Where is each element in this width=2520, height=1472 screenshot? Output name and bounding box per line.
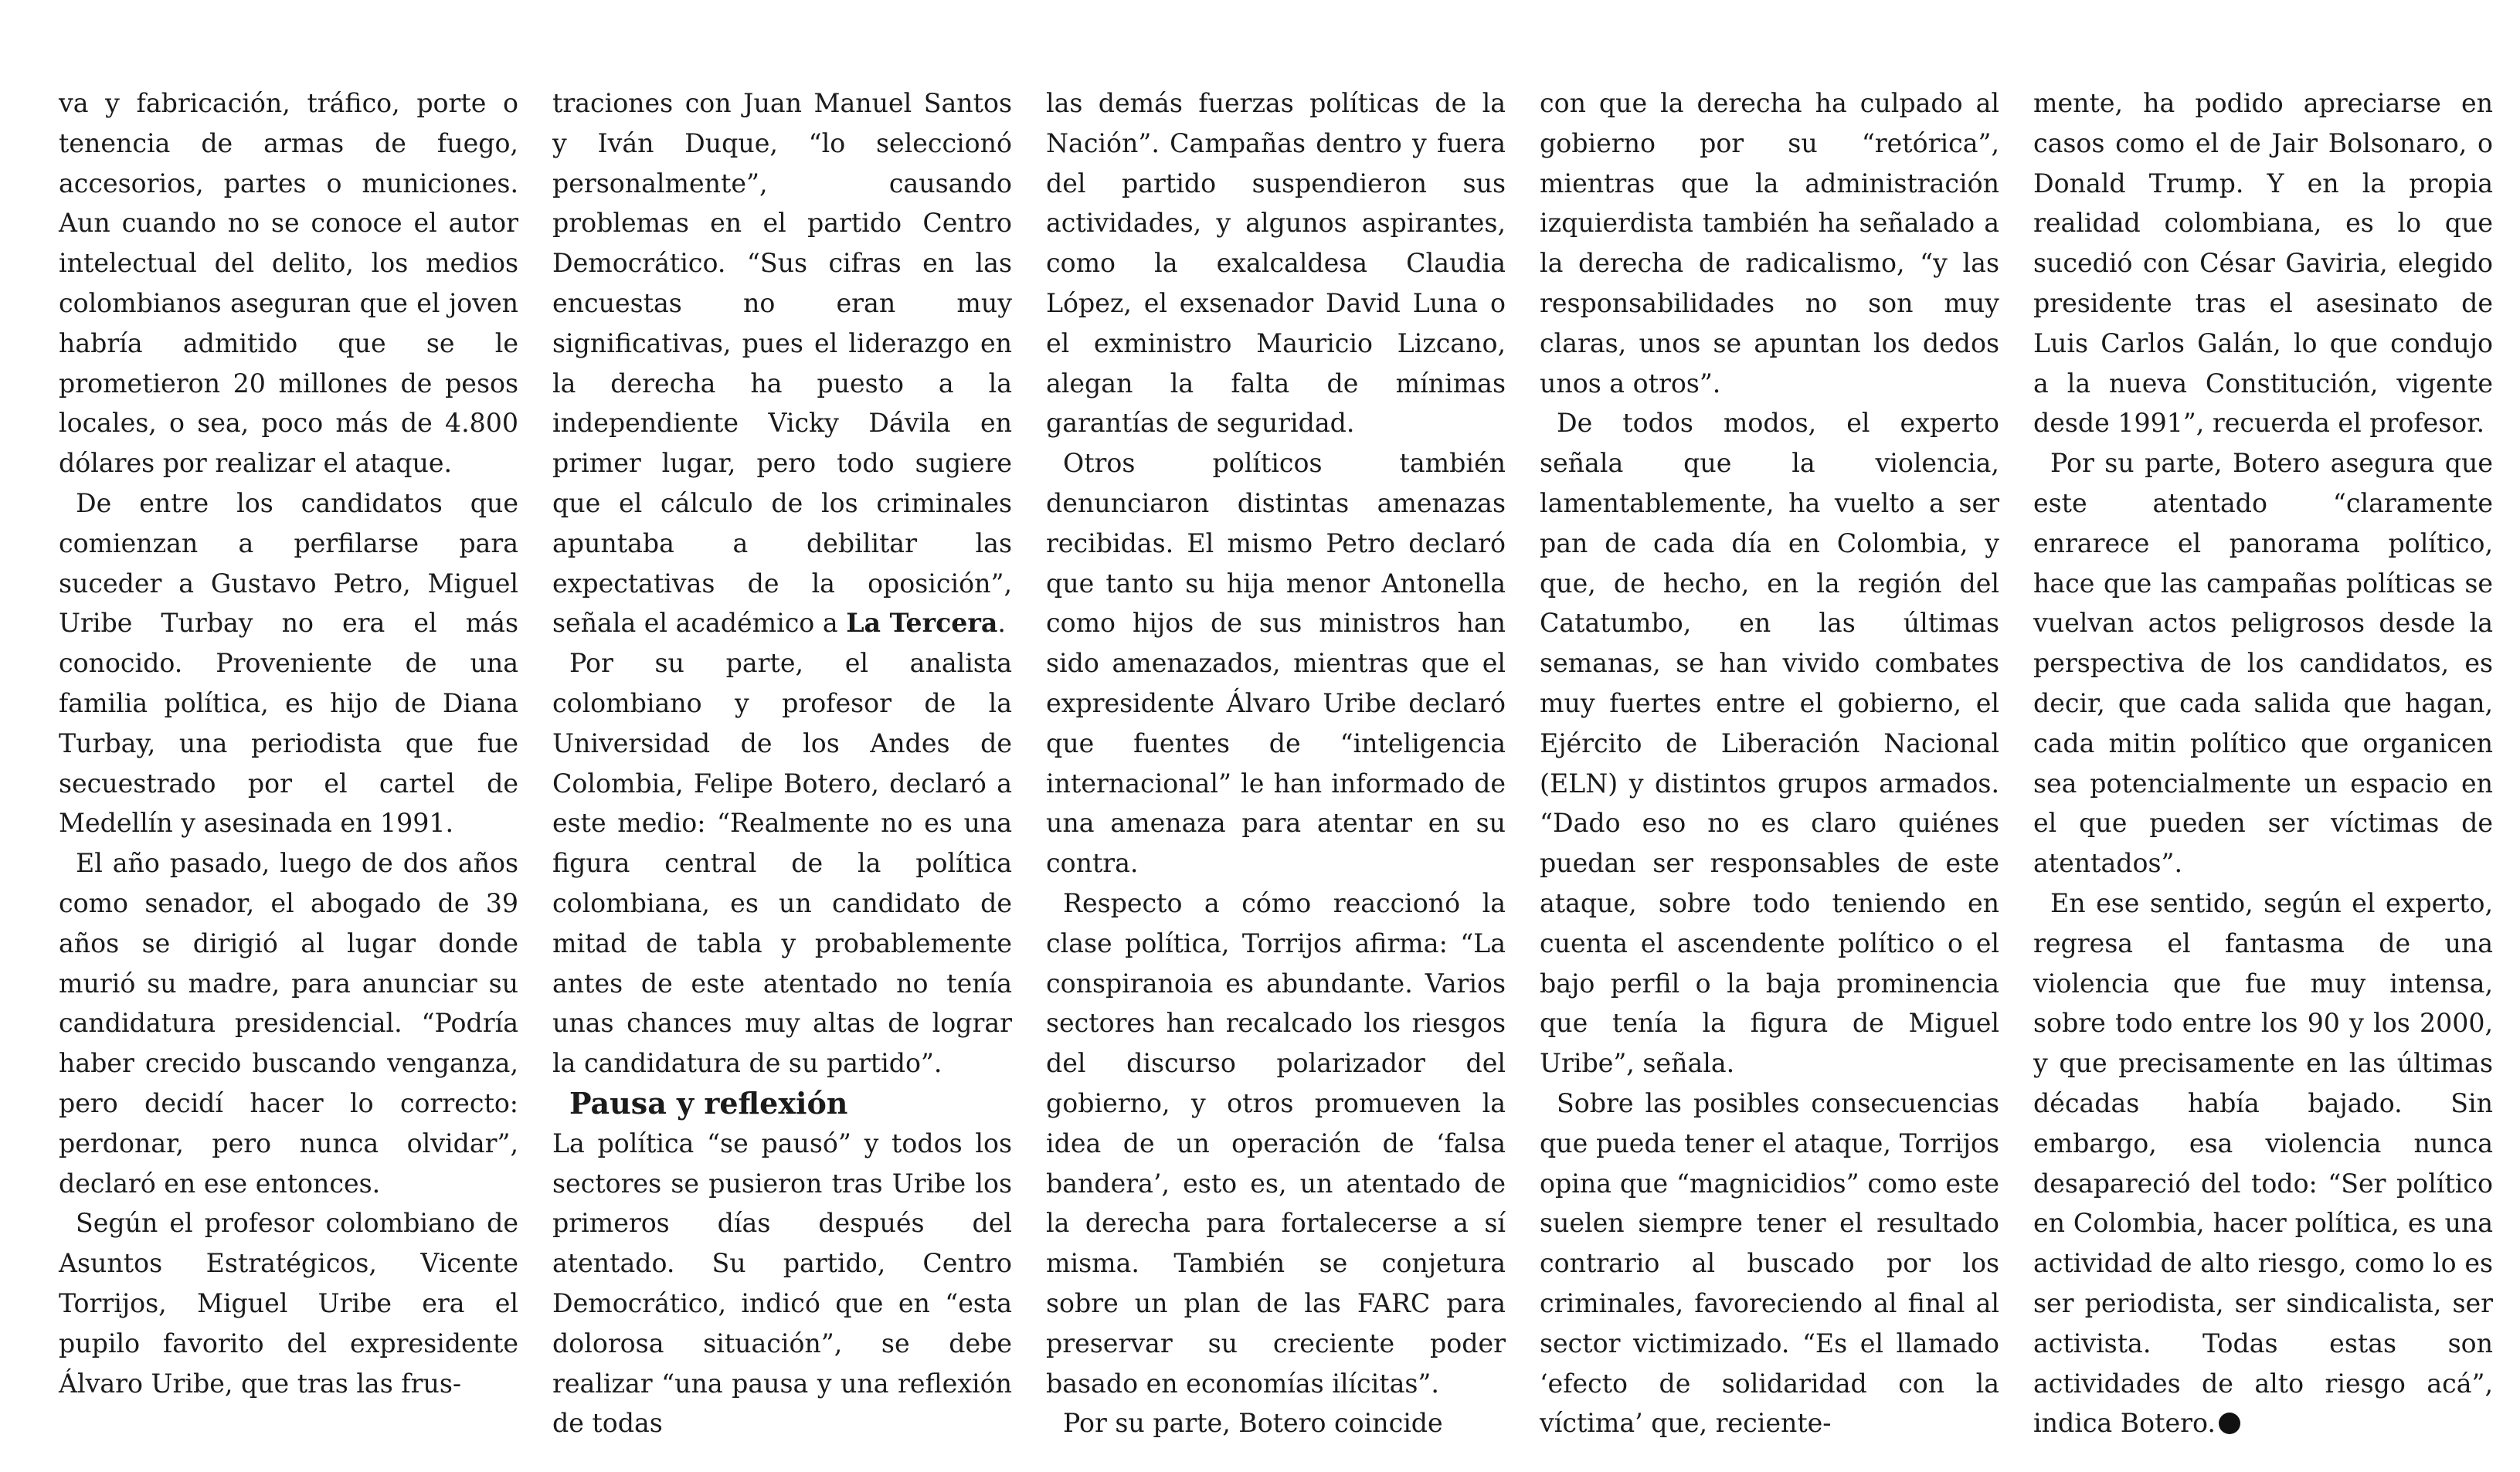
paragraph: La política “se pausó” y todos los sectores se pusieron tras Uribe los primeros días después del atentado. Su partido, Centro Democrático, indicó que en “esta dolorosa situación”, se debe realizar “una pausa y una reflexión de todas bbox=[552, 1128, 1012, 1439]
publication-name: La Tercera bbox=[846, 608, 998, 639]
paragraph-end: . bbox=[997, 608, 1006, 639]
article-column-3 bbox=[1046, 83, 1506, 1443]
paragraph: Por su parte, el analista colombiano y profesor de la Universidad de los Andes de Colombia, Felipe Botero, declaró a este medio: “Realmente no es una figura central de la política colombiana, es un candidato de mitad de tabla y probablemente antes de este atentado no tenía unas chances muy altas de lograr la candidatura de su partido”. bbox=[552, 648, 1012, 1079]
paragraph: De entre los candidatos que comienzan a perfilarse para suceder a Gustavo Petro, Miguel Uribe Turbay no era el más conocido. Proveniente de una familia política, es hijo de Diana Turbay, una periodista que fue secuestrado por el cartel de Medellín y asesinada en 1991. bbox=[59, 487, 518, 839]
paragraph-text: traciones con Juan Manuel Santos y Iván Duque, “lo seleccionó personalmente”, causando problemas en el partido Centro Democrático. “Sus cifras en las encuestas no eran muy significativas, pues el liderazgo en la derecha ha puesto a la independiente Vicky Dávila en primer lugar, pero todo sugiere que el cálculo de los criminales apuntaba a debilitar las expectativas de la oposición”, señala el académico a bbox=[552, 88, 1012, 639]
paragraph: Otros políticos también denunciaron distintas amenazas recibidas. El mismo Petro declaró que tanto su hija menor Antonella como hijos de sus ministros han sido amenazados, mientras que el expresidente Álvaro Uribe declaró que fuentes de “inteligencia internacional” le han informado de una amenaza para atentar en su contra. bbox=[1046, 448, 1506, 879]
paragraph: con que la derecha ha culpado al gobierno por su “retórica”, mientras que la administración izquierdista también ha señalado a la derecha de radicalismo, “y las responsabilidades no son muy claras, unos se apuntan los dedos unos a otros”. bbox=[1540, 88, 1999, 399]
paragraph: mente, ha podido apreciarse en casos como el de Jair Bolsonaro, o Donald Trump. Y en la propia realidad colombiana, es lo que sucedió con César Gaviria, elegido presidente tras el asesinato de Luis Carlos Galán, lo que condujo a la nueva Constitución, vigente desde 1991”, recuerda el profesor. bbox=[2033, 88, 2493, 439]
paragraph bbox=[552, 83, 1012, 643]
paragraph: De todos modos, el experto señala que la violencia, lamentablemente, ha vuelto a ser pan de cada día en Colombia, y que, de hecho, en la región del Catatumbo, en las últimas semanas, se han vivido combates muy fuertes entre el gobierno, el Ejército de Liberación Nacional (ELN) y distintos grupos armados. “Dado eso no es claro quiénes puedan ser responsables de este ataque, sobre todo teniendo en cuenta el ascendente político o el bajo perfil o la baja prominencia que tenía la figura de Miguel Uribe”, señala. bbox=[1540, 408, 1999, 1079]
article-column-4 bbox=[1540, 83, 1999, 1443]
paragraph: Por su parte, Botero asegura que este atentado “claramente enrarece el panorama político, hace que las campañas políticas se vuelvan actos peligrosos desde la perspectiva de los candidatos, es decir, que cada salida que hagan, cada mitin político que organicen sea potencialmente un espacio en el que pueden ser víctimas de atentados”. bbox=[2033, 448, 2493, 879]
end-of-article-icon bbox=[2219, 1413, 2240, 1434]
paragraph: las demás fuerzas políticas de la Nación”. Campañas dentro y fuera del partido suspendieron sus actividades, y algunos aspirantes, como la exalcaldesa Claudia López, el exsenador David Luna o el exministro Mauricio Lizcano, alegan la falta de mínimas garantías de seguridad. bbox=[1046, 88, 1506, 439]
section-subheading: Pausa y reflexión bbox=[569, 1085, 848, 1121]
paragraph: va y fabricación, tráfico, porte o tenencia de armas de fuego, accesorios, partes o municiones. Aun cuando no se conoce el autor intelectual del delito, los medios colombianos aseguran que el joven habría admitido que se le prometieron 20 millones de pesos locales, o sea, poco más de 4.800 dólares por realizar el ataque. bbox=[59, 88, 518, 479]
paragraph: El año pasado, luego de dos años como senador, el abogado de 39 años se dirigió al lugar donde murió su madre, para anunciar su candidatura presidencial. “Podría haber crecido buscando venganza, pero decidí hacer lo correcto: perdonar, pero nunca olvidar”, declaró en ese entonces. bbox=[59, 848, 518, 1199]
paragraph: Por su parte, Botero coincide bbox=[1063, 1408, 1443, 1439]
article-column-2 bbox=[552, 83, 1012, 1443]
paragraph-text: En ese sentido, según el experto, regresa el fantasma de una violencia que fue muy intensa, sobre todo entre los 90 y los 2000, y que precisamente en las últimas décadas había bajado. Sin embargo, esa violencia nunca desapareció del todo: “Ser político en Colombia, hacer política, es una actividad de alto riesgo, como lo es ser periodista, ser sindicalista, ser activista. Todas estas son actividades de alto riesgo acá”, indica Botero. bbox=[2033, 887, 2493, 1439]
paragraph: Sobre las posibles consecuencias que pueda tener el ataque, Torrijos opina que “magnicidios” como este suelen siempre tener el resultado contrario al buscado por los criminales, favoreciendo al final al sector victimizado. “Es el llamado ‘efecto de solidaridad con la víctima’ que, reciente- bbox=[1540, 1087, 1999, 1439]
article-column-1 bbox=[59, 83, 518, 1403]
paragraph bbox=[2033, 884, 2493, 1443]
paragraph: Respecto a cómo reaccionó la clase política, Torrijos afirma: “La conspiranoia es abundante. Varios sectores han recalcado los riesgos del discurso polarizador del gobierno, y otros promueven la idea de un operación de ‘falsa bandera’, esto es, un atentado de la derecha para fortalecerse a sí misma. También se conjetura sobre un plan de las FARC para preservar su creciente poder basado en economías ilícitas”. bbox=[1046, 887, 1506, 1399]
article-column-5 bbox=[2033, 83, 2493, 1443]
paragraph: Según el profesor colombiano de Asuntos Estratégicos, Vicente Torrijos, Miguel Uribe era el pupilo favorito del expresidente Álvaro Uribe, que tras las frus- bbox=[59, 1208, 518, 1399]
